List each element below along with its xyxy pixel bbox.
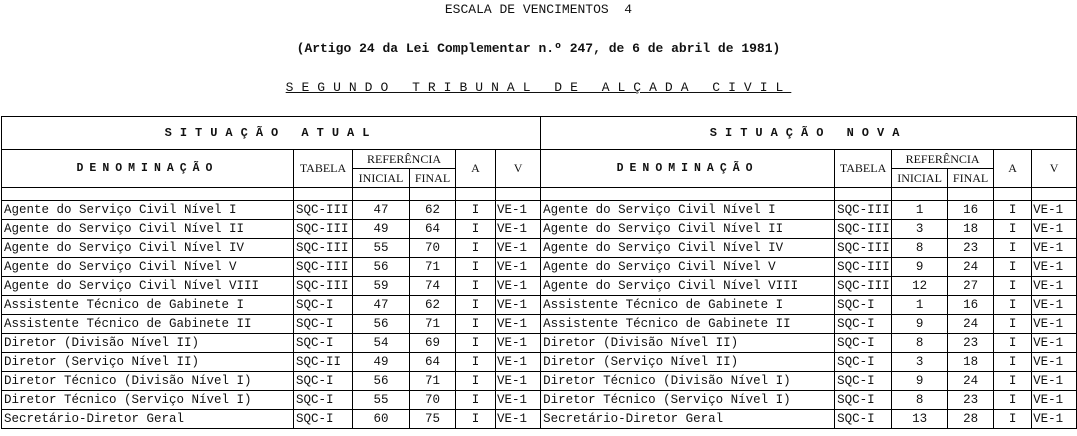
- nova-a-cell: I: [994, 353, 1032, 372]
- atual-a-cell: I: [456, 277, 496, 296]
- atual-denominacao-cell: Agente do Serviço Civil Nível I: [2, 201, 294, 220]
- column-header-inicial: INICIAL: [353, 169, 410, 188]
- table-row: [2, 296, 1077, 315]
- nova-denominacao-cell: Diretor Técnico (Serviço Nível I): [541, 391, 835, 410]
- nova-final-cell: 23: [948, 391, 994, 410]
- column-header-referencia: REFERÊNCIA: [892, 150, 994, 169]
- atual-tabela-cell: SQC-II: [294, 353, 353, 372]
- atual-v-cell: VE-1: [496, 315, 541, 334]
- atual-denominacao-cell: Secretário-Diretor Geral: [2, 410, 294, 429]
- atual-inicial-cell: 54: [353, 334, 410, 353]
- nova-denominacao-cell: Agente do Serviço Civil Nível IV: [541, 239, 835, 258]
- nova-final-cell: 24: [948, 258, 994, 277]
- column-header-v: V: [1032, 150, 1077, 188]
- nova-inicial-cell: 13: [892, 410, 948, 429]
- atual-final-cell: 62: [410, 296, 456, 315]
- atual-a-cell: I: [456, 220, 496, 239]
- atual-v-cell: VE-1: [496, 239, 541, 258]
- column-header-inicial: INICIAL: [892, 169, 948, 188]
- atual-v-cell: VE-1: [496, 201, 541, 220]
- nova-a-cell: I: [994, 315, 1032, 334]
- section-header-nova: SITUAÇÃO NOVA: [541, 117, 1077, 150]
- nova-inicial-cell: 9: [892, 372, 948, 391]
- atual-final-cell: 62: [410, 201, 456, 220]
- table-row: [2, 201, 1077, 220]
- atual-a-cell: I: [456, 334, 496, 353]
- atual-denominacao-cell: Agente do Serviço Civil Nível VIII: [2, 277, 294, 296]
- atual-inicial-cell: 56: [353, 258, 410, 277]
- nova-tabela-cell: SQC-I: [835, 315, 892, 334]
- nova-a-cell: I: [994, 334, 1032, 353]
- atual-v-cell: VE-1: [496, 334, 541, 353]
- atual-inicial-cell: 56: [353, 372, 410, 391]
- column-header-a: A: [994, 150, 1032, 188]
- atual-final-cell: 64: [410, 353, 456, 372]
- nova-denominacao-cell: Agente do Serviço Civil Nível VIII: [541, 277, 835, 296]
- document-subtitle: (Artigo 24 da Lei Complementar n.º 247, de 6 de abril de 1981): [296, 41, 781, 56]
- atual-v-cell: VE-1: [496, 296, 541, 315]
- column-header-a: A: [456, 150, 496, 188]
- nova-a-cell: I: [994, 220, 1032, 239]
- atual-inicial-cell: 55: [353, 391, 410, 410]
- nova-final-cell: 28: [948, 410, 994, 429]
- atual-v-cell: VE-1: [496, 372, 541, 391]
- atual-a-cell: I: [456, 201, 496, 220]
- atual-a-cell: I: [456, 391, 496, 410]
- nova-inicial-cell: 8: [892, 334, 948, 353]
- atual-tabela-cell: SQC-I: [294, 410, 353, 429]
- table-row: [2, 277, 1077, 296]
- nova-v-cell: VE-1: [1032, 201, 1077, 220]
- salary-schedule-table: [1, 116, 1077, 429]
- atual-tabela-cell: SQC-I: [294, 372, 353, 391]
- nova-final-cell: 18: [948, 353, 994, 372]
- nova-denominacao-cell: Diretor (Divisão Nível II): [541, 334, 835, 353]
- nova-tabela-cell: SQC-I: [835, 372, 892, 391]
- atual-inicial-cell: 47: [353, 201, 410, 220]
- nova-inicial-cell: 8: [892, 239, 948, 258]
- column-header-denominacao: DENOMINAÇÃO: [541, 150, 835, 188]
- nova-a-cell: I: [994, 410, 1032, 429]
- nova-tabela-cell: SQC-I: [835, 410, 892, 429]
- nova-inicial-cell: 12: [892, 277, 948, 296]
- atual-tabela-cell: SQC-III: [294, 239, 353, 258]
- atual-v-cell: VE-1: [496, 258, 541, 277]
- atual-inicial-cell: 60: [353, 410, 410, 429]
- nova-a-cell: I: [994, 372, 1032, 391]
- nova-inicial-cell: 3: [892, 353, 948, 372]
- nova-tabela-cell: SQC-I: [835, 353, 892, 372]
- table-row: [2, 258, 1077, 277]
- nova-final-cell: 23: [948, 239, 994, 258]
- atual-v-cell: VE-1: [496, 277, 541, 296]
- atual-tabela-cell: SQC-I: [294, 315, 353, 334]
- atual-tabela-cell: SQC-III: [294, 201, 353, 220]
- atual-final-cell: 70: [410, 239, 456, 258]
- atual-tabela-cell: SQC-I: [294, 334, 353, 353]
- atual-v-cell: VE-1: [496, 353, 541, 372]
- nova-v-cell: VE-1: [1032, 296, 1077, 315]
- atual-denominacao-cell: Agente do Serviço Civil Nível V: [2, 258, 294, 277]
- section-header-atual: SITUAÇÃO ATUAL: [2, 117, 541, 150]
- atual-denominacao-cell: Diretor Técnico (Serviço Nível I): [2, 391, 294, 410]
- nova-tabela-cell: SQC-III: [835, 258, 892, 277]
- atual-tabela-cell: SQC-III: [294, 258, 353, 277]
- atual-v-cell: VE-1: [496, 410, 541, 429]
- column-header-v: V: [496, 150, 541, 188]
- nova-v-cell: VE-1: [1032, 410, 1077, 429]
- nova-final-cell: 23: [948, 334, 994, 353]
- atual-inicial-cell: 56: [353, 315, 410, 334]
- nova-tabela-cell: SQC-I: [835, 334, 892, 353]
- nova-v-cell: VE-1: [1032, 220, 1077, 239]
- atual-final-cell: 71: [410, 315, 456, 334]
- atual-inicial-cell: 49: [353, 353, 410, 372]
- nova-tabela-cell: SQC-III: [835, 277, 892, 296]
- nova-final-cell: 16: [948, 201, 994, 220]
- nova-tabela-cell: SQC-I: [835, 391, 892, 410]
- nova-v-cell: VE-1: [1032, 334, 1077, 353]
- nova-inicial-cell: 1: [892, 296, 948, 315]
- nova-final-cell: 27: [948, 277, 994, 296]
- atual-inicial-cell: 49: [353, 220, 410, 239]
- atual-final-cell: 71: [410, 372, 456, 391]
- atual-a-cell: I: [456, 258, 496, 277]
- atual-inicial-cell: 55: [353, 239, 410, 258]
- column-header-tabela: TABELA: [294, 150, 353, 188]
- nova-v-cell: VE-1: [1032, 258, 1077, 277]
- table-row: [2, 391, 1077, 410]
- atual-tabela-cell: SQC-III: [294, 220, 353, 239]
- nova-tabela-cell: SQC-III: [835, 220, 892, 239]
- nova-denominacao-cell: Diretor (Serviço Nível II): [541, 353, 835, 372]
- nova-v-cell: VE-1: [1032, 277, 1077, 296]
- atual-a-cell: I: [456, 372, 496, 391]
- table-row: [2, 353, 1077, 372]
- document-title: ESCALA DE VENCIMENTOS 4: [444, 2, 633, 17]
- table-row: [2, 334, 1077, 353]
- atual-final-cell: 69: [410, 334, 456, 353]
- atual-a-cell: I: [456, 353, 496, 372]
- column-header-denominacao: DENOMINAÇÃO: [2, 150, 294, 188]
- nova-final-cell: 24: [948, 372, 994, 391]
- table-row: [2, 239, 1077, 258]
- nova-v-cell: VE-1: [1032, 239, 1077, 258]
- nova-v-cell: VE-1: [1032, 372, 1077, 391]
- nova-final-cell: 24: [948, 315, 994, 334]
- atual-tabela-cell: SQC-I: [294, 391, 353, 410]
- atual-denominacao-cell: Diretor Técnico (Divisão Nível I): [2, 372, 294, 391]
- atual-a-cell: I: [456, 239, 496, 258]
- atual-tabela-cell: SQC-III: [294, 277, 353, 296]
- nova-a-cell: I: [994, 296, 1032, 315]
- nova-v-cell: VE-1: [1032, 391, 1077, 410]
- column-header-final: FINAL: [948, 169, 994, 188]
- table-row: [2, 315, 1077, 334]
- nova-final-cell: 16: [948, 296, 994, 315]
- atual-final-cell: 75: [410, 410, 456, 429]
- atual-denominacao-cell: Diretor (Serviço Nível II): [2, 353, 294, 372]
- nova-denominacao-cell: Assistente Técnico de Gabinete I: [541, 296, 835, 315]
- atual-v-cell: VE-1: [496, 220, 541, 239]
- nova-tabela-cell: SQC-III: [835, 201, 892, 220]
- nova-a-cell: I: [994, 277, 1032, 296]
- atual-a-cell: I: [456, 410, 496, 429]
- nova-denominacao-cell: Secretário-Diretor Geral: [541, 410, 835, 429]
- nova-inicial-cell: 9: [892, 258, 948, 277]
- atual-denominacao-cell: Diretor (Divisão Nível II): [2, 334, 294, 353]
- nova-inicial-cell: 1: [892, 201, 948, 220]
- nova-a-cell: I: [994, 201, 1032, 220]
- nova-inicial-cell: 9: [892, 315, 948, 334]
- nova-denominacao-cell: Agente do Serviço Civil Nível II: [541, 220, 835, 239]
- nova-denominacao-cell: Assistente Técnico de Gabinete II: [541, 315, 835, 334]
- nova-tabela-cell: SQC-III: [835, 239, 892, 258]
- nova-tabela-cell: SQC-I: [835, 296, 892, 315]
- column-header-tabela: TABELA: [835, 150, 892, 188]
- atual-final-cell: 70: [410, 391, 456, 410]
- organization-name: SEGUNDO TRIBUNAL DE ALÇADA CIVIL: [285, 80, 792, 95]
- atual-tabela-cell: SQC-I: [294, 296, 353, 315]
- atual-final-cell: 74: [410, 277, 456, 296]
- nova-a-cell: I: [994, 239, 1032, 258]
- column-header-referencia: REFERÊNCIA: [353, 150, 456, 169]
- nova-final-cell: 18: [948, 220, 994, 239]
- atual-final-cell: 71: [410, 258, 456, 277]
- atual-denominacao-cell: Agente do Serviço Civil Nível II: [2, 220, 294, 239]
- nova-v-cell: VE-1: [1032, 315, 1077, 334]
- atual-inicial-cell: 59: [353, 277, 410, 296]
- column-header-final: FINAL: [410, 169, 456, 188]
- nova-a-cell: I: [994, 258, 1032, 277]
- atual-a-cell: I: [456, 315, 496, 334]
- nova-denominacao-cell: Diretor Técnico (Divisão Nível I): [541, 372, 835, 391]
- nova-v-cell: VE-1: [1032, 353, 1077, 372]
- nova-denominacao-cell: Agente do Serviço Civil Nível I: [541, 201, 835, 220]
- table-row: [2, 372, 1077, 391]
- atual-denominacao-cell: Assistente Técnico de Gabinete I: [2, 296, 294, 315]
- nova-inicial-cell: 3: [892, 220, 948, 239]
- table-row: [2, 410, 1077, 429]
- atual-denominacao-cell: Agente do Serviço Civil Nível IV: [2, 239, 294, 258]
- nova-inicial-cell: 8: [892, 391, 948, 410]
- atual-denominacao-cell: Assistente Técnico de Gabinete II: [2, 315, 294, 334]
- atual-a-cell: I: [456, 296, 496, 315]
- table-row: [2, 220, 1077, 239]
- atual-inicial-cell: 47: [353, 296, 410, 315]
- atual-v-cell: VE-1: [496, 391, 541, 410]
- nova-a-cell: I: [994, 391, 1032, 410]
- nova-denominacao-cell: Agente do Serviço Civil Nível V: [541, 258, 835, 277]
- atual-final-cell: 64: [410, 220, 456, 239]
